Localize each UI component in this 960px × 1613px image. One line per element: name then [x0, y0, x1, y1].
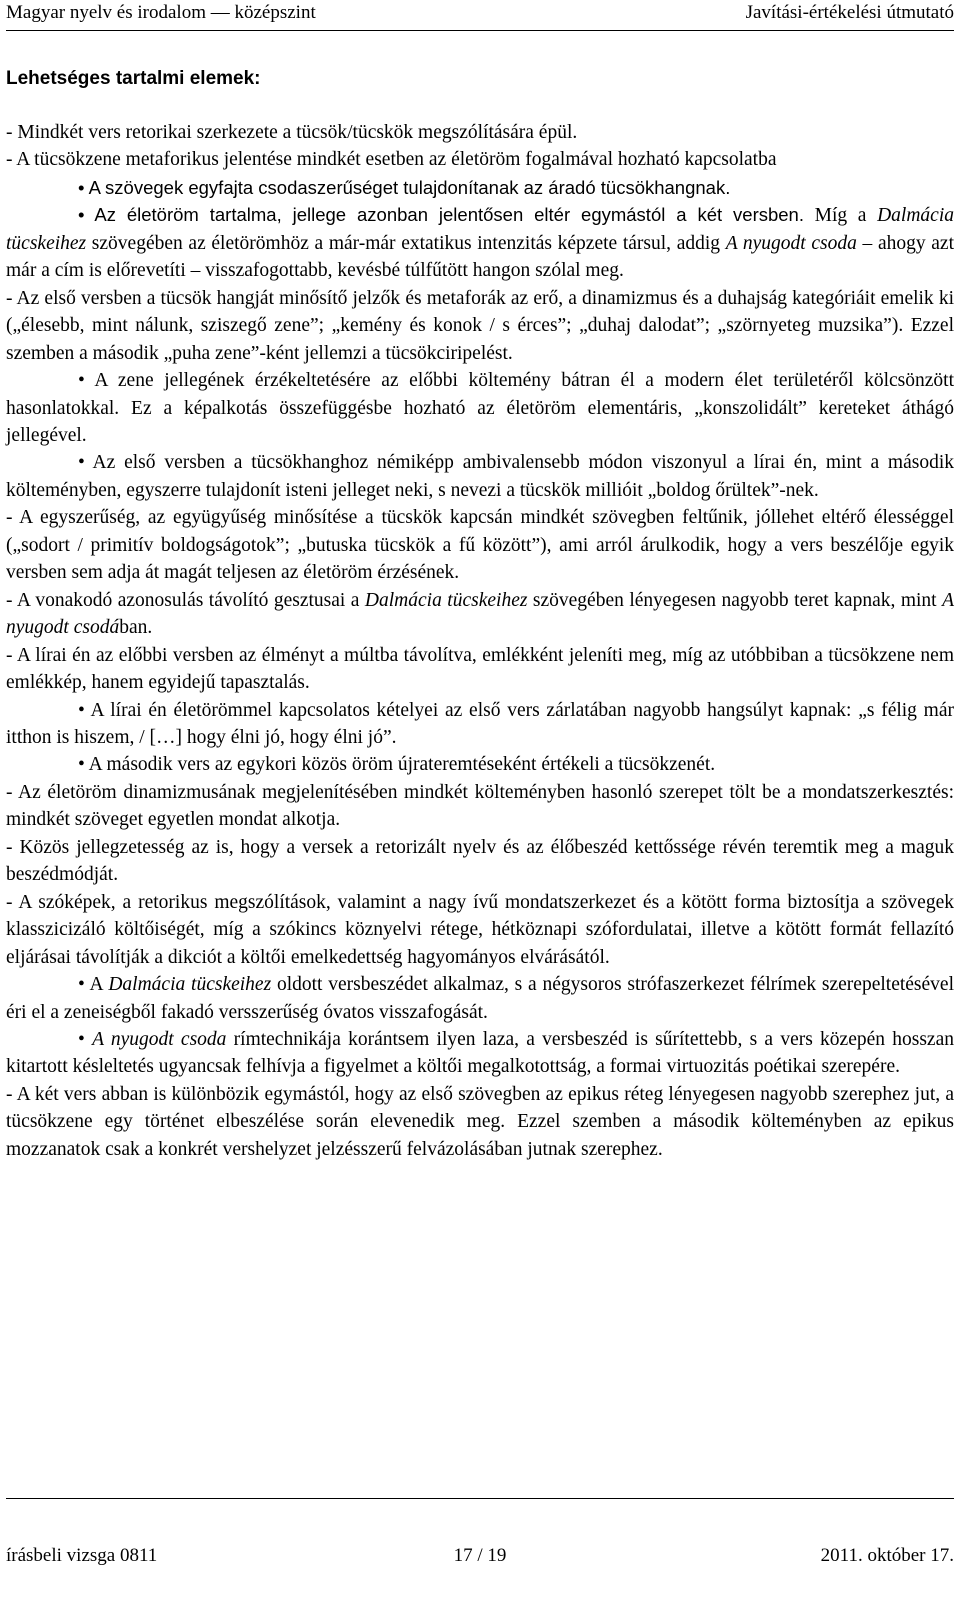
dash-paragraph: [6, 146, 954, 173]
text-run: szövegében az életörömhöz a már-már extatikus intenzitás képzete társul, addig: [86, 232, 726, 254]
text-run: • A lírai én életörömmel kapcsolatos kételyei az első vers zárlatában nagyobb hangsúlyt kapnak: „s félig már itthon is hiszem, / […] hogy élni jó, hogy élni jó”.: [6, 699, 954, 748]
header-doc-type: Javítási-értékelési útmutató: [745, 2, 954, 23]
bullet-paragraph: [6, 697, 954, 752]
footer-date: 2011. október 17.: [820, 1545, 954, 1566]
text-run: - Az életöröm dinamizmusának megjelenítésében mindkét költeményben hasonló szerepet tölt be a mondatszerkesztés: mindkét szöveget egyetlen mondat alkotja.: [6, 781, 954, 831]
content-body: [6, 119, 954, 1163]
text-run: – ahogy azt már a cím is előrevetíti – visszafogottabb, kevésbé túlfűtött hangon szólal meg.: [6, 232, 954, 282]
bullet-paragraph: [6, 971, 954, 1026]
text-run: - A két vers abban is különbözik egymástól, hogy az első szövegben az epikus réteg lényegesen nagyobb szerephez jut, a tücsökzene egy történet elbeszélése során elevenedik meg. Ezzel szemben a második költeményben az epikus mozzanatok csak a konkrét vershelyzet jelzésszerű felvázolásában jutnak szerephez.: [6, 1083, 954, 1160]
text-run: • A szövegek egyfajta csodaszerűséget tulajdonítanak az áradó tücsökhangnak.: [78, 176, 731, 198]
bullet-paragraph: [6, 751, 954, 778]
dash-paragraph: [6, 119, 954, 146]
text-run: - A lírai én az előbbi versben az élményt a múltba távolítva, emlékként jeleníti meg, míg az utóbbiban a tücsökzene nem emlékkép, hanem egyidejű tapasztalás.: [6, 644, 954, 694]
text-run: Míg a: [804, 205, 878, 227]
dash-paragraph: [6, 889, 954, 971]
bullet-paragraph: [6, 449, 954, 504]
text-run: - Az első versben a tücsök hangját minősítő jelzők és metaforák az erő, a dinamizmus és a duhajság kategóriáit emelik ki („élesebb, mint nálunk, sziszegő zene”; „kemény és konok / s érces”; „duhaj dalodat”; „szörnyeteg muzsika”). Ezzel szemben a második „puha zene”-ként jellemzi a tücsökciripelést.: [6, 287, 954, 364]
text-run: - A szóképek, a retorikus megszólítások, valamint a nagy ívű mondatszerkezet és a kötött forma biztosítja a szövegek klasszicizáló költőiségét, míg a szókincs köznyelvi rétege, hétköznapi szófordulatai, illetve a kötött formát fellazító eljárásai távolítják a dikciót a költői emelkedettség hagyományos elvárásától.: [6, 891, 954, 968]
dash-paragraph: [6, 504, 954, 586]
italic-title: Dalmácia tücskeihez: [6, 205, 954, 254]
text-run: - A vonakodó azonosulás távolító gesztusai a: [6, 589, 365, 611]
text-run: • Az első versben a tücsökhanghoz némiképp ambivalensebb módon viszonyul a lírai én, mint a második költeményben, egyszerre tulajdonít isteni jelleget neki, s nevezi a tücskök millióit „boldog őrültek”-nek.: [6, 452, 954, 501]
italic-title: Dalmácia tücskeihez: [364, 589, 528, 611]
bullet-paragraph: [6, 1026, 954, 1081]
text-run: rímtechnikája korántsem ilyen laza, a versbeszéd is sűrítettebb, s a vers közepén hosszan kitartott késleltetés ugyancsak felhívja a figyelmet a költői megalkotottság, a formai virtuozitás poétikai szerepére.: [6, 1028, 954, 1078]
dash-paragraph: [6, 1081, 954, 1163]
dash-paragraph: [6, 779, 954, 834]
text-run: • Az életöröm tartalma, jellege azonban jelentősen eltér egymástól a két versben.: [78, 204, 804, 226]
header-subject: Magyar nyelv és irodalom — középszint: [6, 2, 316, 23]
italic-title: A nyugodt csoda: [92, 1028, 227, 1050]
footer-divider: [6, 1498, 954, 1499]
page-header: [6, 0, 954, 31]
bullet-paragraph: [6, 174, 954, 201]
dash-paragraph: [6, 834, 954, 889]
italic-title: A nyugodt csoda: [725, 232, 857, 254]
text-run: szövegében lényegesen nagyobb teret kapnak, mint: [527, 589, 943, 611]
text-run: ban.: [119, 617, 153, 639]
bullet-paragraph: [6, 367, 954, 449]
text-run: - Mindkét vers retorikai szerkezete a tücsök/tücskök megszólítására épül.: [6, 122, 578, 143]
text-run: - A egyszerűség, az együgyűség minősítése a tücskök kapcsán mindkét szövegben feltűnik, jóllehet eltérő élességgel („sodort / primitív boldogságotok”; „butuska tücskök a fű között”), ami arról árulkodik, hogy a vers beszélője egyik versben sem adja át magát teljesen az életöröm érzésének.: [6, 507, 954, 584]
footer-exam-code: írásbeli vizsga 0811: [6, 1545, 158, 1566]
bullet-paragraph: [6, 201, 954, 284]
dash-paragraph: [6, 285, 954, 367]
text-run: • A zene jellegének érzékeltetésére az előbbi költemény bátran él a modern élet területéről kölcsönzött hasonlatokkal. Ez a képalkotás összefüggésbe hozható az életöröm elementáris, „konszolidált” kereteket áthágó jellegével.: [6, 370, 954, 446]
text-run: - A tücsökzene metaforikus jelentése mindkét esetben az életöröm fogalmával hozható kapcsolatba: [6, 149, 777, 171]
dash-paragraph: [6, 587, 954, 642]
dash-paragraph: [6, 642, 954, 697]
italic-title: Dalmácia tücskeihez: [108, 974, 272, 996]
text-run: •: [78, 1028, 93, 1050]
text-run: • A második vers az egykori közös öröm újrateremtéseként értékeli a tücsökzenét.: [78, 754, 716, 776]
text-run: oldott versbeszédet alkalmaz, s a négysoros strófaszerkezet félrímek szerepeltetésével éri el a zeneiségből fakadó versszerűség óvatos visszafogását.: [6, 974, 954, 1023]
text-run: • A: [78, 974, 109, 996]
italic-title: A nyugodt csodá: [6, 589, 954, 639]
section-title: Lehetséges tartalmi elemek:: [6, 68, 261, 89]
footer-page-number: 17 / 19: [453, 1545, 507, 1566]
text-run: - Közös jellegzetesség az is, hogy a versek a retorizált nyelv és az élőbeszéd kettőssége révén teremtik meg a maguk beszédmódját.: [6, 836, 954, 886]
